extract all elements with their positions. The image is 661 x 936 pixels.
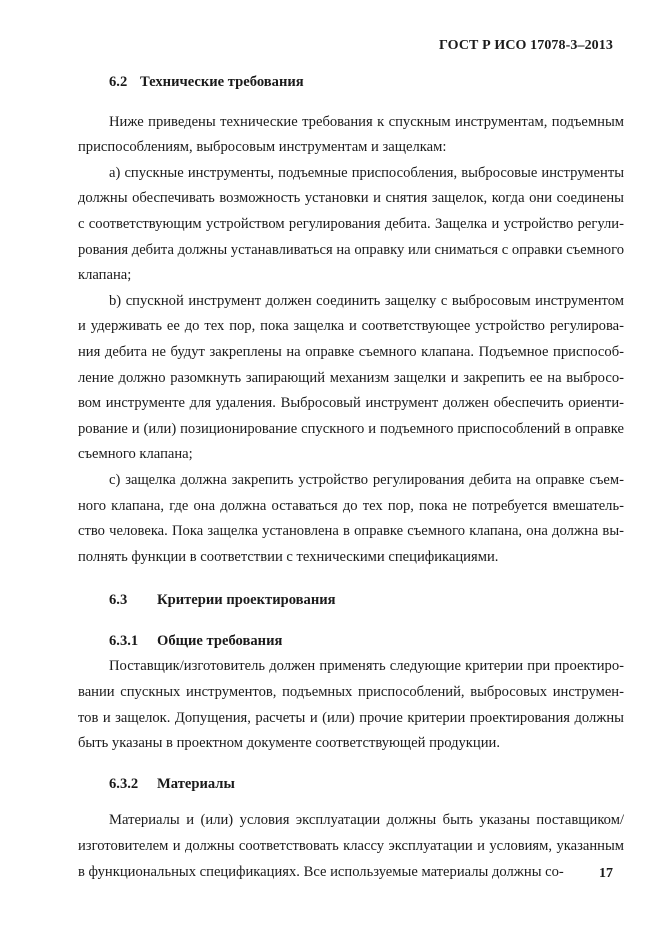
page-content [78, 70, 624, 885]
document-code: ГОСТ Р ИСО 17078-3–2013 [439, 38, 613, 53]
section-title: Материалы [157, 775, 235, 792]
section-number: 6.3.2 [109, 775, 139, 792]
section-number: 6.3.1 [109, 632, 139, 649]
section-title: Технические требования [140, 74, 304, 90]
list-item-a: a) спускные инструменты, подъемные приспособления, выбросовые инструменты должны обеспечивать возможность установки и снятия защелок, когда они соединены с соответствующим устройством регулирования дебита. Защелка и устройство регулирования дебита должны устанавливаться на оправку или сниматься с оправки съемного клапана; [78, 164, 624, 284]
section-title: Критерии проектирования [157, 592, 336, 609]
page-number: 17 [599, 866, 613, 881]
section-heading-6-3-2 [78, 772, 624, 798]
paragraph: Поставщик/изготовитель должен применять следующие критерии при проектировании спускных инструментов, подъемных приспособлений, выбросовых инструментов и защелок. Допущения, расчеты и (или) прочие критерии проектирования должны быть указаны в проектном документе соответствующей продукции. [78, 658, 624, 752]
section-heading-6-3 [78, 588, 624, 614]
section-number: 6.3 [109, 592, 128, 609]
section-title: Общие требования [157, 632, 283, 649]
paragraph: Ниже приведены технические требования к спускным инструментам, подъемным приспособлениям, выбросовым инструментам и защелкам: [78, 113, 624, 156]
section-heading-6-3-1 [78, 629, 624, 655]
list-item-b: b) спускной инструмент должен соединить защелку с выбросовым инструментом и удерживать ее до тех пор, пока защелка и соответствующее устройство регулирования дебита не будут закреплены на оправке съемного клапана. Подъемное приспособление должно разомкнуть запирающий механизм защелки и закрепить ее на выбросовом инструменте для удаления. Выбросовый инструмент должен обеспечить ориентирование и (или) позиционирование спускного и подъемного приспособлений в оправке съемного клапана; [78, 292, 624, 463]
section-number: 6.2 [109, 74, 128, 90]
paragraph: Материалы и (или) условия эксплуатации должны быть указаны поставщиком/изготовителем и должны соответствовать классу эксплуатации и условиям, указанным в функциональных спецификациях. Все используемые материалы должны со- [78, 812, 624, 880]
section-heading-6-2 [78, 70, 624, 96]
list-item-c: c) защелка должна закрепить устройство регулирования дебита на оправке съемного клапана, где она должна оставаться до тех пор, пока не потребуется вмешательство человека. Пока защелка установлена в оправке съемного клапана, она должна выполнять функции в соответствии с техническими спецификациями. [78, 471, 624, 565]
